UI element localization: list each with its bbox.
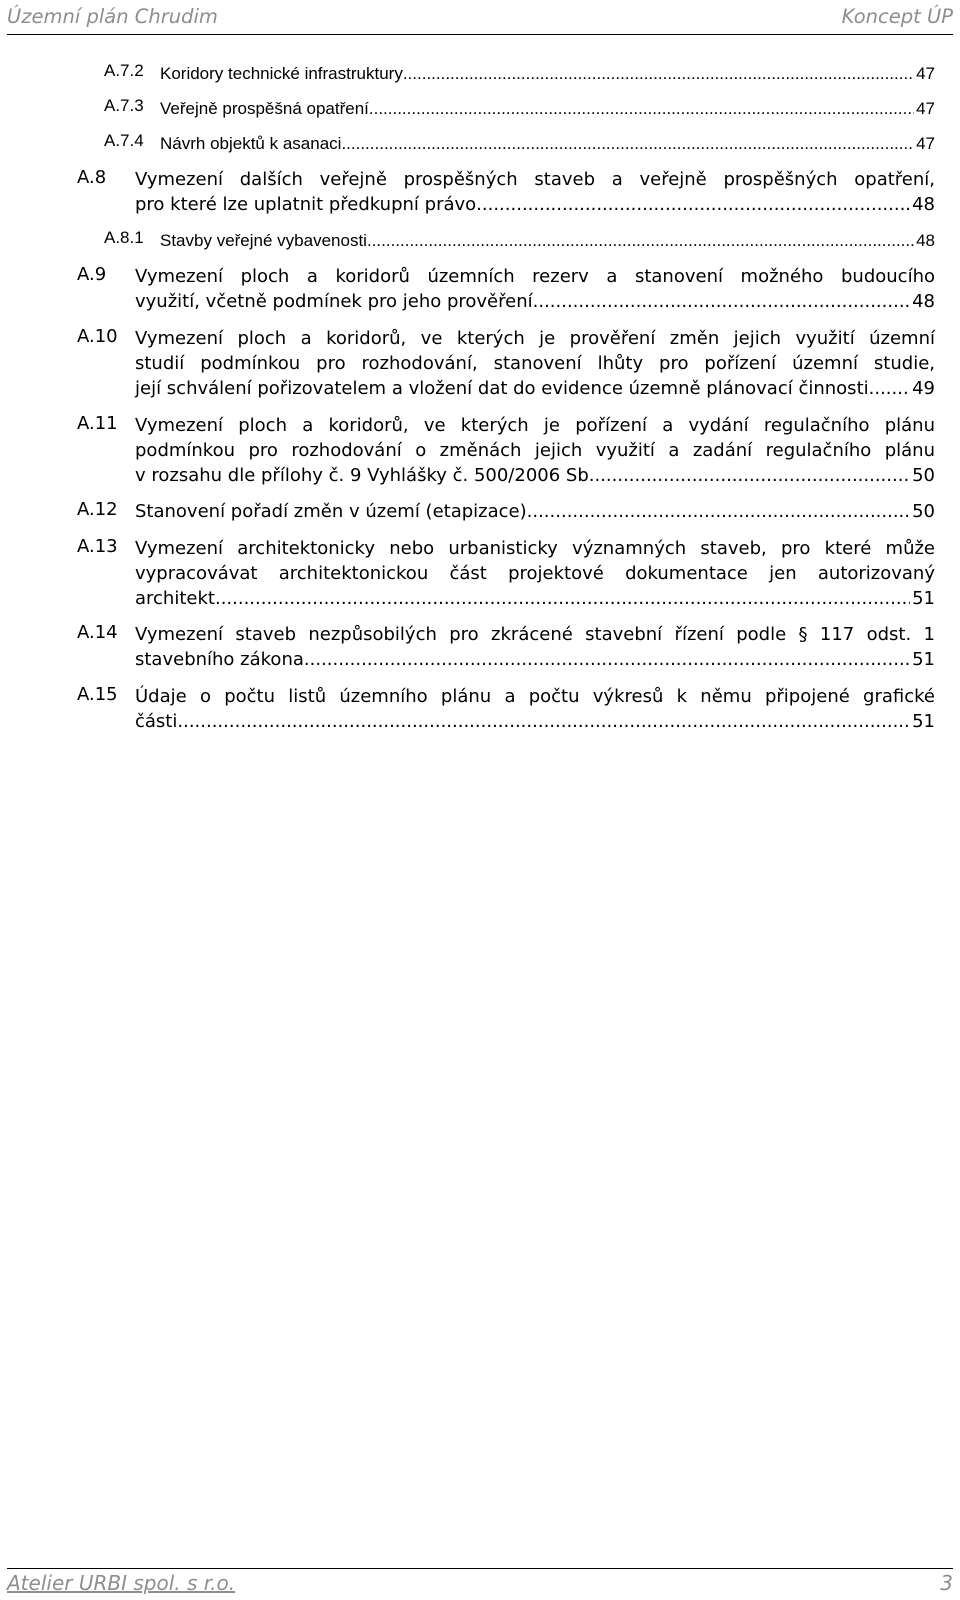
dot-leader — [304, 647, 910, 672]
toc-entry-page: 49 — [912, 378, 935, 399]
toc-entry-title-line: architekt — [135, 588, 215, 609]
dot-leader — [533, 289, 910, 314]
toc-entry-title-line: využití, včetně podmínek pro jeho prověření — [135, 291, 533, 312]
toc-entry-title-line: její schválení pořizovatelem a vložení dat do evidence územně plánovací činnosti — [135, 378, 869, 399]
toc-entry-number: A.10 — [77, 326, 118, 347]
toc-entry-number: A.15 — [77, 684, 118, 705]
dot-leader — [594, 463, 910, 488]
toc-entry-page: 50 — [912, 501, 935, 522]
toc-entry-page: 48 — [912, 194, 935, 215]
toc-entry-page: 51 — [912, 649, 935, 670]
dot-leader — [403, 61, 914, 86]
toc-entry-title-line: Stavby veřejné vybavenosti — [160, 231, 367, 250]
toc-entry-title-line: Vymezení dalších veřejně prospěšných staveb a veřejně prospěšných opatření, — [135, 169, 935, 190]
toc-entry-title-line: Veřejně prospěšná opatření — [160, 99, 369, 118]
toc-entry-number: A.7.3 — [104, 96, 144, 115]
toc-entry-page: 50 — [912, 465, 935, 486]
toc-entry-page: 47 — [916, 134, 935, 153]
dot-leader — [341, 131, 914, 156]
dot-leader — [527, 499, 910, 524]
toc-entry-title-line: studií podmínkou pro rozhodování, stanovení lhůty pro pořízení územní studie, — [135, 353, 935, 374]
toc-entry-title-line: Vymezení staveb nezpůsobilých pro zkrácené stavební řízení podle § 117 odst. 1 — [135, 624, 935, 645]
toc-entry-number: A.13 — [77, 536, 118, 557]
toc-entry-number: A.8.1 — [104, 228, 144, 247]
toc-entry-number: A.9 — [77, 264, 107, 285]
toc-entry-title-line: Stanovení pořadí změn v území (etapizace) — [135, 501, 527, 522]
toc-entry-title-line: Vymezení architektonicky nebo urbanisticky významných staveb, pro které může — [135, 538, 935, 559]
toc-entry-number: A.12 — [77, 499, 118, 520]
toc-entry-title-line: stavebního zákona — [135, 649, 304, 670]
header-document-title: Územní plán Chrudim — [7, 5, 218, 28]
dot-leader — [869, 376, 910, 401]
toc-entry-page: 48 — [916, 231, 935, 250]
toc-entry-page: 51 — [912, 711, 935, 732]
dot-leader — [215, 586, 910, 611]
page-footer — [7, 1568, 953, 1600]
toc-entry-number: A.8 — [77, 167, 107, 188]
toc-entry-title-line: pro které lze uplatnit předkupní právo — [135, 194, 477, 215]
toc-entry-title-line: Vymezení ploch a koridorů územních rezerv a stanovení možného budoucího — [135, 266, 935, 287]
page-header — [7, 0, 953, 35]
toc-entry-number: A.11 — [77, 413, 118, 434]
footer-company: Atelier URBI spol. s r.o. — [7, 1571, 236, 1595]
footer-page-number: 3 — [940, 1571, 953, 1595]
toc-entry-title-line: části — [135, 711, 178, 732]
toc-entry-title-line: Návrh objektů k asanaci — [160, 134, 342, 153]
toc-entry-number: A.7.4 — [104, 131, 144, 150]
header-document-stage: Koncept ÚP — [841, 5, 953, 28]
toc-entry-page: 47 — [916, 64, 935, 83]
toc-entry-title-line: Vymezení ploch a koridorů, ve kterých je prověření změn jejich využití územní — [135, 328, 935, 349]
toc-entry-title-line: Údaje o počtu listů územního plánu a počtu výkresů k němu připojené grafické — [135, 686, 935, 707]
toc-entry-title-line: v rozsahu dle přílohy č. 9 Vyhlášky č. 500/2006 Sb. — [135, 465, 595, 486]
dot-leader — [369, 96, 914, 121]
toc-entry-page: 51 — [912, 588, 935, 609]
toc-entry-title-line: Vymezení ploch a koridorů, ve kterých je pořízení a vydání regulačního plánu — [135, 415, 935, 436]
toc-entry-number: A.14 — [77, 622, 118, 643]
toc-entry-title-line: Koridory technické infrastruktury — [160, 64, 403, 83]
toc-entry-number: A.7.2 — [104, 61, 144, 80]
toc-entry-title-line: podmínkou pro rozhodování o změnách jejich využití a zadání regulačního plánu — [135, 440, 935, 461]
dot-leader — [367, 228, 914, 253]
toc-entry-page: 47 — [916, 99, 935, 118]
dot-leader — [476, 192, 910, 217]
toc-entry-title-line: vypracovávat architektonickou část projektové dokumentace jen autorizovaný — [135, 563, 935, 584]
dot-leader — [177, 709, 910, 734]
toc-entry-page: 48 — [912, 291, 935, 312]
